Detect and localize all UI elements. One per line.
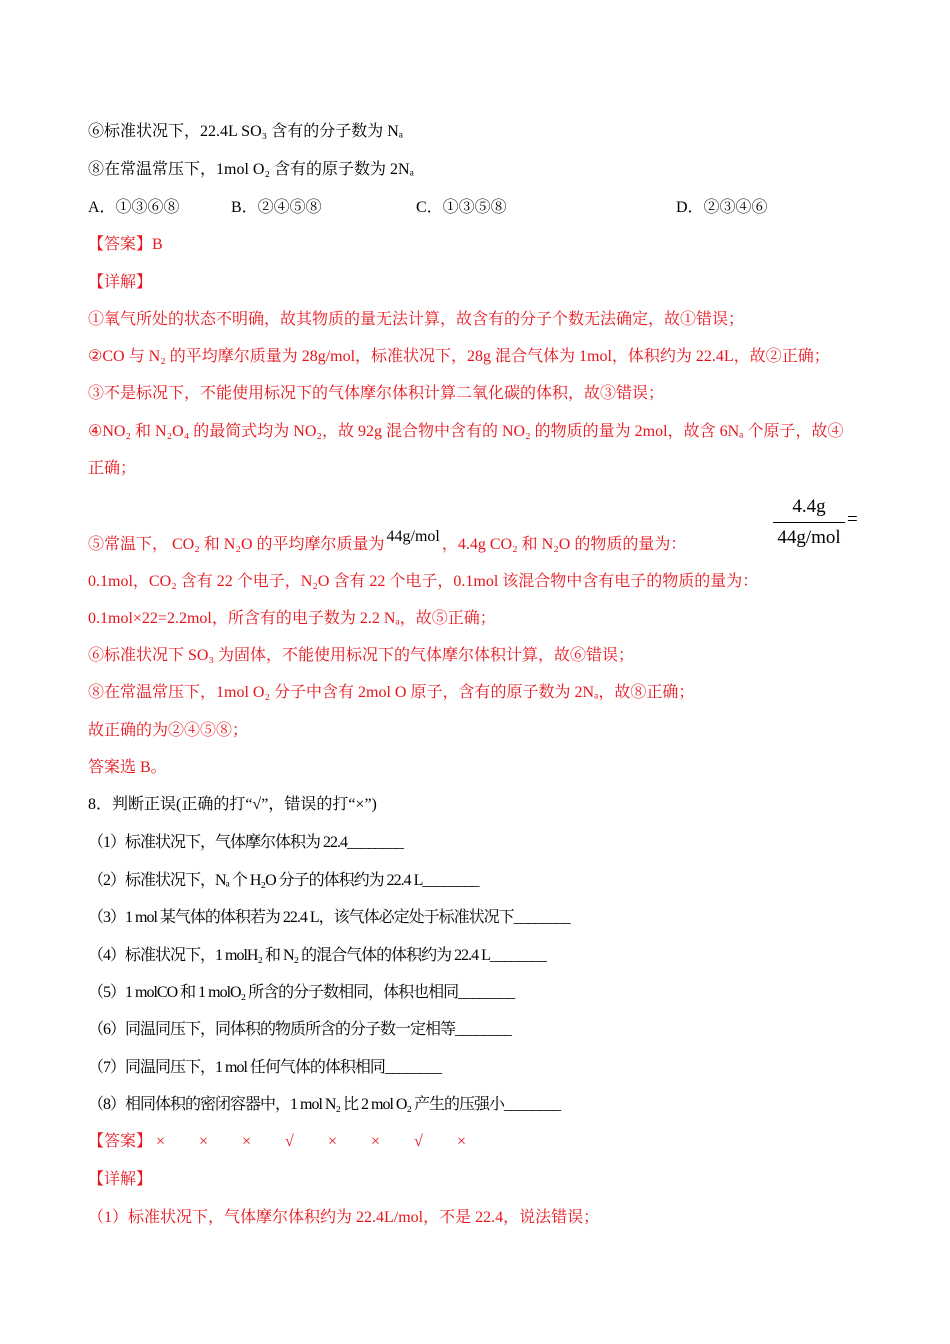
option-b: B．②④⑤⑧ bbox=[231, 199, 322, 216]
detail-3: ③不是标况下，不能使用标况下的气体摩尔体积计算二氧化碳的体积，故③错误； bbox=[88, 385, 665, 402]
detail-5b: 0.1mol，CO₂ 含有 22 个电子，N₂O 含有 22 个电子，0.1mol 该混合物中含有电子的物质的量为： bbox=[88, 573, 759, 590]
q8-item-6: （6）同温同压下，同体积的物质所含的分子数一定相等________ bbox=[88, 1021, 512, 1038]
mark-4: √ bbox=[285, 1133, 294, 1150]
detail-5a-text-2: ，4.4g CO₂ 和 N₂O 的物质的量为： bbox=[441, 536, 687, 553]
answer-q7: 【答案】B bbox=[88, 236, 163, 253]
statement-6: ⑥标准状况下，22.4L SO₃ 含有的分子数为 Nₐ bbox=[88, 123, 404, 140]
detail-4b: 正确； bbox=[88, 460, 137, 477]
option-c: C．①③⑤⑧ bbox=[416, 199, 507, 216]
mark-7: √ bbox=[414, 1133, 423, 1150]
q8-detail-1: （1）标准状况下，气体摩尔体积约为 22.4L/mol，不是 22.4，说法错误； bbox=[88, 1209, 600, 1226]
detail-title-q8: 【详解】 bbox=[88, 1171, 153, 1188]
mark-1: × bbox=[156, 1133, 166, 1150]
detail-4a: ④NO₂ 和 N₂O₄ 的最简式均为 NO₂，故 92g 混合物中含有的 NO₂ 的物质的量为 2mol，故含 6Nₐ 个原子，故④ bbox=[88, 423, 844, 440]
q8-item-8: （8）相同体积的密闭容器中，1 mol N₂ 比 2 mol O₂ 产生的压强小________ bbox=[88, 1096, 561, 1113]
q8-item-7: （7）同温同压下，1 mol 任何气体的体积相同________ bbox=[88, 1059, 441, 1076]
q8-item-4: （4）标准状况下，1 molH₂ 和 N₂ 的混合气体的体积约为 22.4 L________ bbox=[88, 947, 546, 964]
fraction-denominator: 44g/mol bbox=[777, 527, 841, 548]
fraction-numerator: 4.4g bbox=[773, 494, 845, 523]
q8-item-1: （1）标准状况下，气体摩尔体积为 22.4________ bbox=[88, 834, 404, 851]
mark-8: × bbox=[457, 1133, 467, 1150]
equals-sign: = bbox=[847, 509, 858, 530]
question-8-title: 8．判断正误(正确的打“√”，错误的打“×”) bbox=[88, 796, 377, 813]
answer-q8 bbox=[88, 1131, 500, 1153]
detail-8: ⑧在常温常压下，1mol O₂ 分子中含有 2mol O 原子，含有的原子数为 2Nₐ，故⑧正确； bbox=[88, 684, 695, 701]
statement-8: ⑧在常温常压下，1mol O₂ 含有的原子数为 2Nₐ bbox=[88, 161, 414, 178]
q8-item-2: （2）标准状况下，Nₐ 个 H₂O 分子的体积约为 22.4 L________ bbox=[88, 872, 479, 889]
molar-mass-value: 44g/mol bbox=[386, 528, 440, 545]
fraction bbox=[773, 494, 845, 551]
option-d: D．②③④⑥ bbox=[676, 199, 768, 216]
conclusion: 故正确的为②④⑤⑧； bbox=[88, 722, 249, 739]
option-a: A．①③⑥⑧ bbox=[88, 199, 180, 216]
detail-1: ①氧气所处的状态不明确，故其物质的量无法计算，故含有的分子个数无法确定，故①错误； bbox=[88, 311, 745, 328]
final-answer: 答案选 B。 bbox=[88, 759, 167, 776]
detail-6: ⑥标准状况下 SO₃ 为固体，不能使用标况下的气体摩尔体积计算，故⑥错误； bbox=[88, 647, 635, 664]
mark-2: × bbox=[199, 1133, 209, 1150]
q8-item-5: （5）1 molCO 和 1 molO₂ 所含的分子数相同，体积也相同________ bbox=[88, 984, 515, 1001]
q8-item-3: （3）1 mol 某气体的体积若为 22.4 L，该气体必定处于标准状况下________ bbox=[88, 909, 570, 926]
detail-5a-text-1: ⑤常温下， CO₂ 和 N₂O 的平均摩尔质量为 bbox=[88, 536, 385, 553]
mark-3: × bbox=[242, 1133, 252, 1150]
detail-2: ②CO 与 N₂ 的平均摩尔质量为 28g/mol，标准状况下，28g 混合气体为 1mol，体积约为 22.4L，故②正确； bbox=[88, 348, 830, 365]
mark-5: × bbox=[328, 1133, 338, 1150]
detail-5a bbox=[88, 528, 687, 556]
detail-title-q7: 【详解】 bbox=[88, 274, 153, 291]
detail-5c: 0.1mol×22=2.2mol，所含有的电子数为 2.2 Nₐ，故⑤正确； bbox=[88, 610, 496, 627]
mark-6: × bbox=[371, 1133, 381, 1150]
answer-label: 【答案】 bbox=[88, 1133, 153, 1150]
